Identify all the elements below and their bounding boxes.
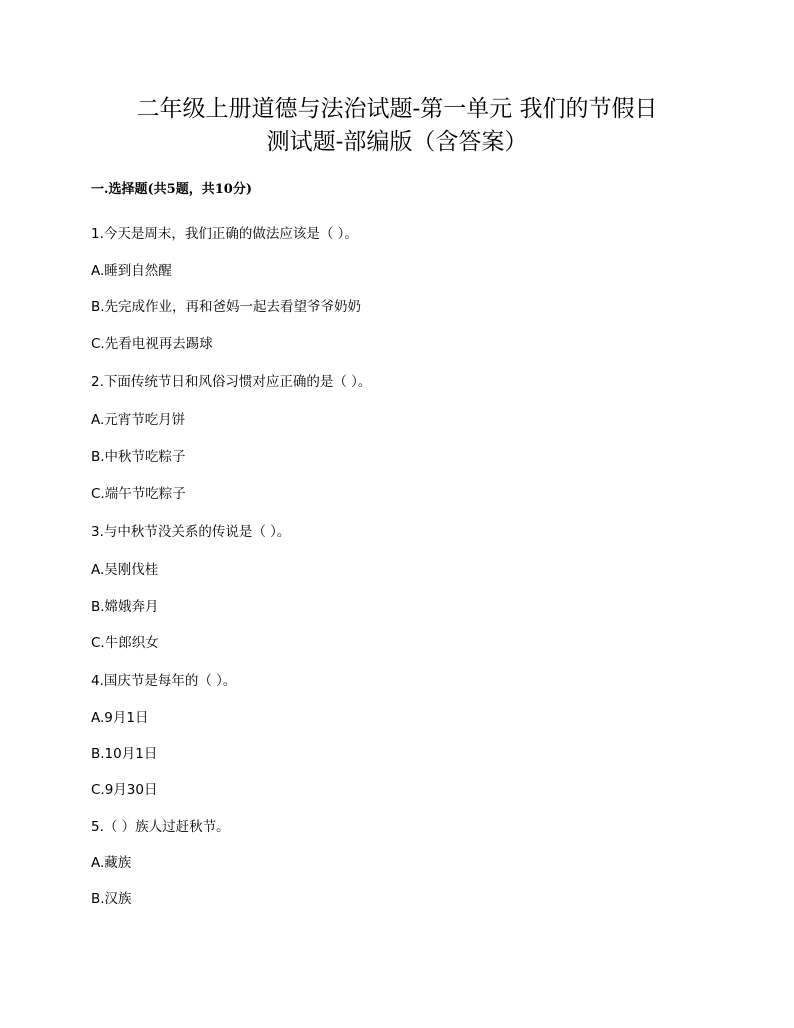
question-2-option-b: B.中秋节吃粽子 [91, 449, 186, 465]
question-2-stem: 2.下面传统节日和风俗习惯对应正确的是（ ）。 [91, 374, 372, 390]
document-title-line-1: 二年级上册道德与法治试题-第一单元 我们的节假日 [136, 96, 658, 122]
question-4-option-c: C.9月30日 [91, 782, 158, 798]
question-4-option-b: B.10月1日 [91, 746, 158, 762]
question-2-option-c: C.端午节吃粽子 [91, 486, 186, 502]
section-heading: 一.选择题(共5题，共10分) [91, 182, 252, 197]
document-title-line-2: 测试题-部编版（含答案） [266, 129, 528, 155]
question-3-stem: 3.与中秋节没关系的传说是（ ）。 [91, 524, 291, 540]
question-5-stem: 5.（ ）族人过赶秋节。 [91, 819, 230, 835]
question-1-option-b: B.先完成作业，再和爸妈一起去看望爷爷奶奶 [91, 299, 362, 315]
question-5-option-a: A.藏族 [91, 855, 132, 871]
question-2-option-a: A.元宵节吃月饼 [91, 412, 186, 428]
question-4-stem: 4.国庆节是每年的（ ）。 [91, 673, 237, 689]
question-1-option-c: C.先看电视再去踢球 [91, 336, 213, 352]
question-3-option-a: A.吴刚伐桂 [91, 562, 159, 578]
question-1-option-a: A.睡到自然醒 [91, 263, 172, 279]
question-4-option-a: A.9月1日 [91, 710, 149, 726]
question-5-option-b: B.汉族 [91, 891, 132, 907]
question-3-option-b: B.嫦娥奔月 [91, 599, 159, 615]
question-3-option-c: C.牛郎织女 [91, 635, 159, 651]
question-1-stem: 1.今天是周末，我们正确的做法应该是（ ）。 [91, 226, 358, 242]
